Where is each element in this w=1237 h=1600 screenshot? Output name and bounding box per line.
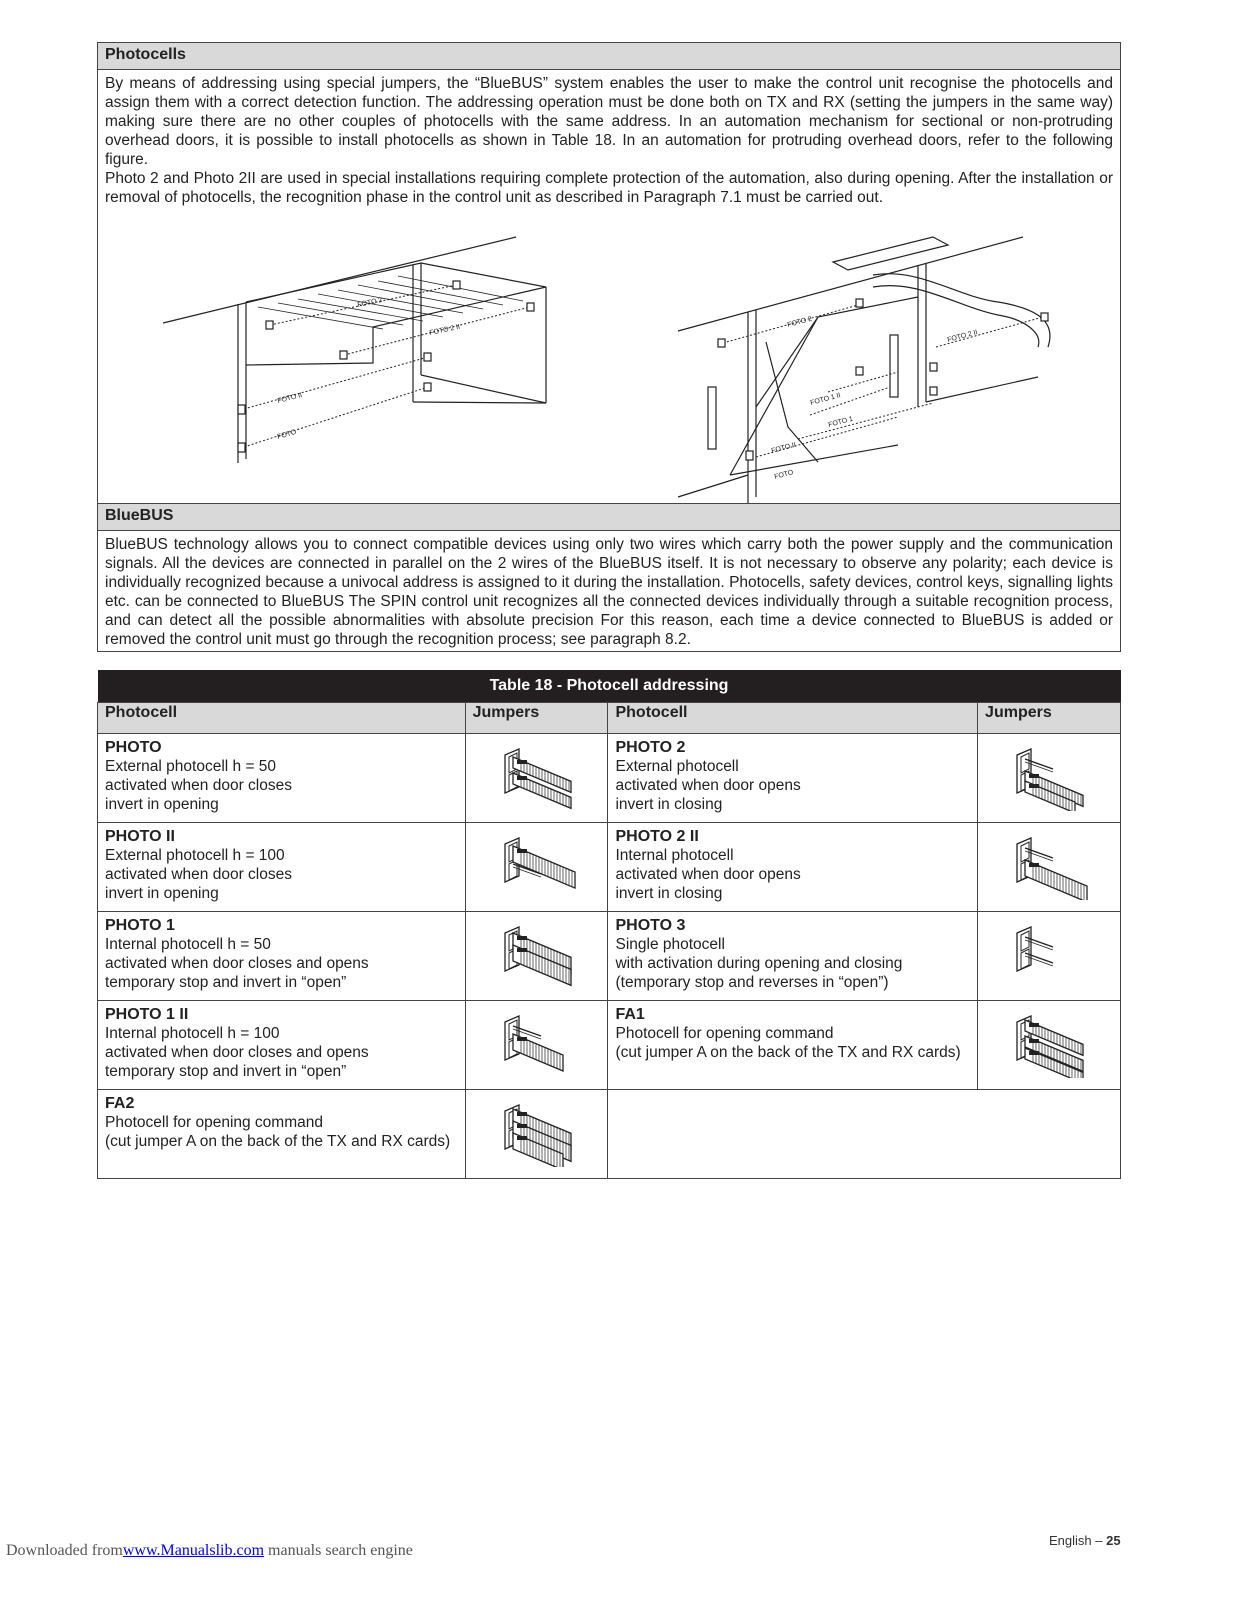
photocell-cell xyxy=(608,823,978,912)
jumper-2-lower-icon xyxy=(1003,798,1095,815)
photocell-desc-line: invert in closing xyxy=(615,796,723,813)
figure-label-right-foto2: FOTO 2 xyxy=(786,315,813,329)
photocell-cell xyxy=(98,734,466,823)
photocells-section xyxy=(97,42,1121,504)
photocell-name: PHOTO 1 II xyxy=(105,1006,189,1023)
photocell-name: FA1 xyxy=(615,1006,645,1023)
bluebus-heading: BlueBUS xyxy=(98,504,1120,531)
photocell-desc-line: temporary stop and invert in “open” xyxy=(105,974,347,991)
photocell-cell xyxy=(98,1001,466,1090)
photocell-desc-line: Internal photocell xyxy=(615,847,734,864)
photocell-desc-line: with activation during opening and closing (temporary stop and reverses in “open”) xyxy=(615,955,903,991)
photocell-desc-line: activated when door closes xyxy=(105,777,292,794)
photocell-desc-line: temporary stop and invert in “open” xyxy=(105,1063,347,1080)
jumper-2-wide-icon xyxy=(491,976,583,993)
photocell-installation-diagram xyxy=(98,207,1119,503)
jumper-2-both-icon xyxy=(1003,1065,1095,1082)
jumper-1-right-icon xyxy=(491,887,583,904)
photocells-text xyxy=(98,70,1120,211)
table-title: Table 18 - Photocell addressing xyxy=(98,670,1121,703)
page-number: 25 xyxy=(1106,1533,1121,1548)
photocell-cell xyxy=(98,912,466,1001)
photocells-heading: Photocells xyxy=(98,43,1120,70)
photocell-desc-line: Internal photocell h = 100 xyxy=(105,1025,280,1042)
column-header-photocell: Photocell xyxy=(608,703,978,734)
column-header-jumpers: Jumpers xyxy=(465,703,608,734)
photocell-desc-line: activated when door opens xyxy=(615,777,801,794)
footer-language: English xyxy=(1049,1533,1092,1548)
photocell-name: PHOTO 2 II xyxy=(615,828,699,845)
download-prefix: Downloaded from xyxy=(6,1542,123,1559)
photocells-paragraph-1: By means of addressing using special jumpers, the “BlueBUS” system enables the user to make the control unit recognise the photocells and assign them with a correct detection function. The addressing operation must be done both on TX and RX (setting the jumpers in the same way) making sure there are no other couples of photocells with the same address. In an automation mechanism for sectional or non-protruding overhead doors, it is possible to install photocells as shown in Table 18. In an automation for protruding overhead doors, refer to the following figure. xyxy=(105,75,1113,168)
column-header-photocell: Photocell xyxy=(98,703,466,734)
figure-label-right-foto1ii: FOTO 1 II xyxy=(809,392,842,407)
photocell-name: PHOTO 1 xyxy=(105,917,175,934)
figure-label-left-fotoii: FOTO II xyxy=(276,392,303,405)
photocell-name: PHOTO 2 xyxy=(615,739,686,756)
figure-label-left-foto2ii: FOTO 2 II xyxy=(428,323,461,337)
photocell-cell xyxy=(608,734,978,823)
jumper-cell xyxy=(465,823,608,912)
photocell-desc-line: Single photocell xyxy=(615,936,725,953)
photocell-addressing-table xyxy=(97,670,1121,1179)
figure-label-left-foto2: FOTO 2 xyxy=(356,296,384,309)
jumper-cell xyxy=(978,734,1121,823)
photocell-name: FA2 xyxy=(105,1095,135,1112)
jumper-cell xyxy=(465,1090,608,1179)
photocell-desc-line: (cut jumper A on the back of the TX and RX cards) xyxy=(105,1133,451,1150)
photocell-name: PHOTO 3 xyxy=(615,917,686,934)
jumper-2-wide-both-icon xyxy=(491,1154,583,1171)
photocell-desc-line: invert in opening xyxy=(105,796,219,813)
photocell-desc-line: External photocell xyxy=(615,758,739,775)
figure-label-right-foto1: FOTO 1 xyxy=(827,415,854,429)
photocell-cell xyxy=(98,1090,466,1179)
photocell-desc-line: activated when door closes xyxy=(105,866,292,883)
photocell-desc-line: External photocell h = 100 xyxy=(105,847,285,864)
table-row xyxy=(98,912,1121,1001)
figure-label-right-foto: FOTO xyxy=(773,469,795,481)
bluebus-section xyxy=(97,503,1121,652)
photocell-desc-line: activated when door closes and opens xyxy=(105,1044,369,1061)
empty-cell xyxy=(608,1090,1121,1179)
photocell-desc-line: activated when door closes and opens xyxy=(105,955,369,972)
photocell-desc-line: Photocell for opening command xyxy=(615,1025,834,1042)
table-row xyxy=(98,823,1121,912)
jumper-cell xyxy=(465,1001,608,1090)
table-row xyxy=(98,1001,1121,1090)
jumper-none-icon xyxy=(1003,976,1095,993)
jumper-2-right-icon xyxy=(491,798,583,815)
photocell-name: PHOTO xyxy=(105,739,162,756)
figure-label-left-foto: FOTO xyxy=(276,428,298,441)
jumper-cell xyxy=(465,734,608,823)
photocell-desc-line: External photocell h = 50 xyxy=(105,758,277,775)
jumper-cell xyxy=(978,1001,1121,1090)
bluebus-text: BlueBUS technology allows you to connect compatible devices using only two wires which carry both the power supply and the communication signals. All the devices are connected in parallel on the 2 wires of the BlueBUS itself. It is not necessary to observe any polarity; each device is individually recognized because a univocal address is assigned to it during the installation. Photocells, safety devices, control keys, signalling lights etc. can be connected to BlueBUS The SPIN control unit recognizes all the connected devices individually through a suitable recognition process, and can detect all the possible abnormalities with absolute precision For this reason, each time a device connected to BlueBUS is added or removed the control unit must go through the recognition process; see paragraph 8.2. xyxy=(105,536,1113,648)
jumper-cell xyxy=(465,912,608,1001)
jumper-cell xyxy=(978,823,1121,912)
footer-separator: – xyxy=(1095,1533,1103,1548)
page-footer xyxy=(1049,1533,1121,1548)
jumper-1-lower-icon xyxy=(1003,887,1095,904)
photocell-desc-line: activated when door opens xyxy=(615,866,801,883)
photocell-cell xyxy=(608,912,978,1001)
photocell-cell xyxy=(608,1001,978,1090)
download-notice xyxy=(6,1542,413,1560)
column-header-jumpers: Jumpers xyxy=(978,703,1121,734)
jumper-cell xyxy=(978,912,1121,1001)
photocell-cell xyxy=(98,823,466,912)
download-suffix: manuals search engine xyxy=(268,1542,413,1559)
manualslib-link[interactable]: www.Manualslib.com xyxy=(122,1542,265,1559)
photocell-desc-line: Internal photocell h = 50 xyxy=(105,936,271,953)
photocell-desc-line: Photocell for opening command xyxy=(105,1114,323,1131)
table-row xyxy=(98,734,1121,823)
photocell-desc-line: invert in opening xyxy=(105,885,219,902)
figure-label-right-foto2ii: FOTO 2 II xyxy=(946,329,979,344)
photocell-desc-line: (cut jumper A on the back of the TX and RX cards) xyxy=(615,1044,961,1061)
table-row xyxy=(98,1090,1121,1179)
photocell-desc-line: invert in closing xyxy=(615,885,723,902)
jumper-1-wide-icon xyxy=(491,1065,583,1082)
photocell-name: PHOTO II xyxy=(105,828,175,845)
figure-label-right-fotoii: FOTO II xyxy=(770,441,797,455)
photocells-paragraph-2: Photo 2 and Photo 2II are used in special installations requiring complete protection of the automation, also during opening. After the installation or removal of photocells, the recognition phase in the control unit as described in Paragraph 7.1 must be carried out. xyxy=(105,170,1113,206)
